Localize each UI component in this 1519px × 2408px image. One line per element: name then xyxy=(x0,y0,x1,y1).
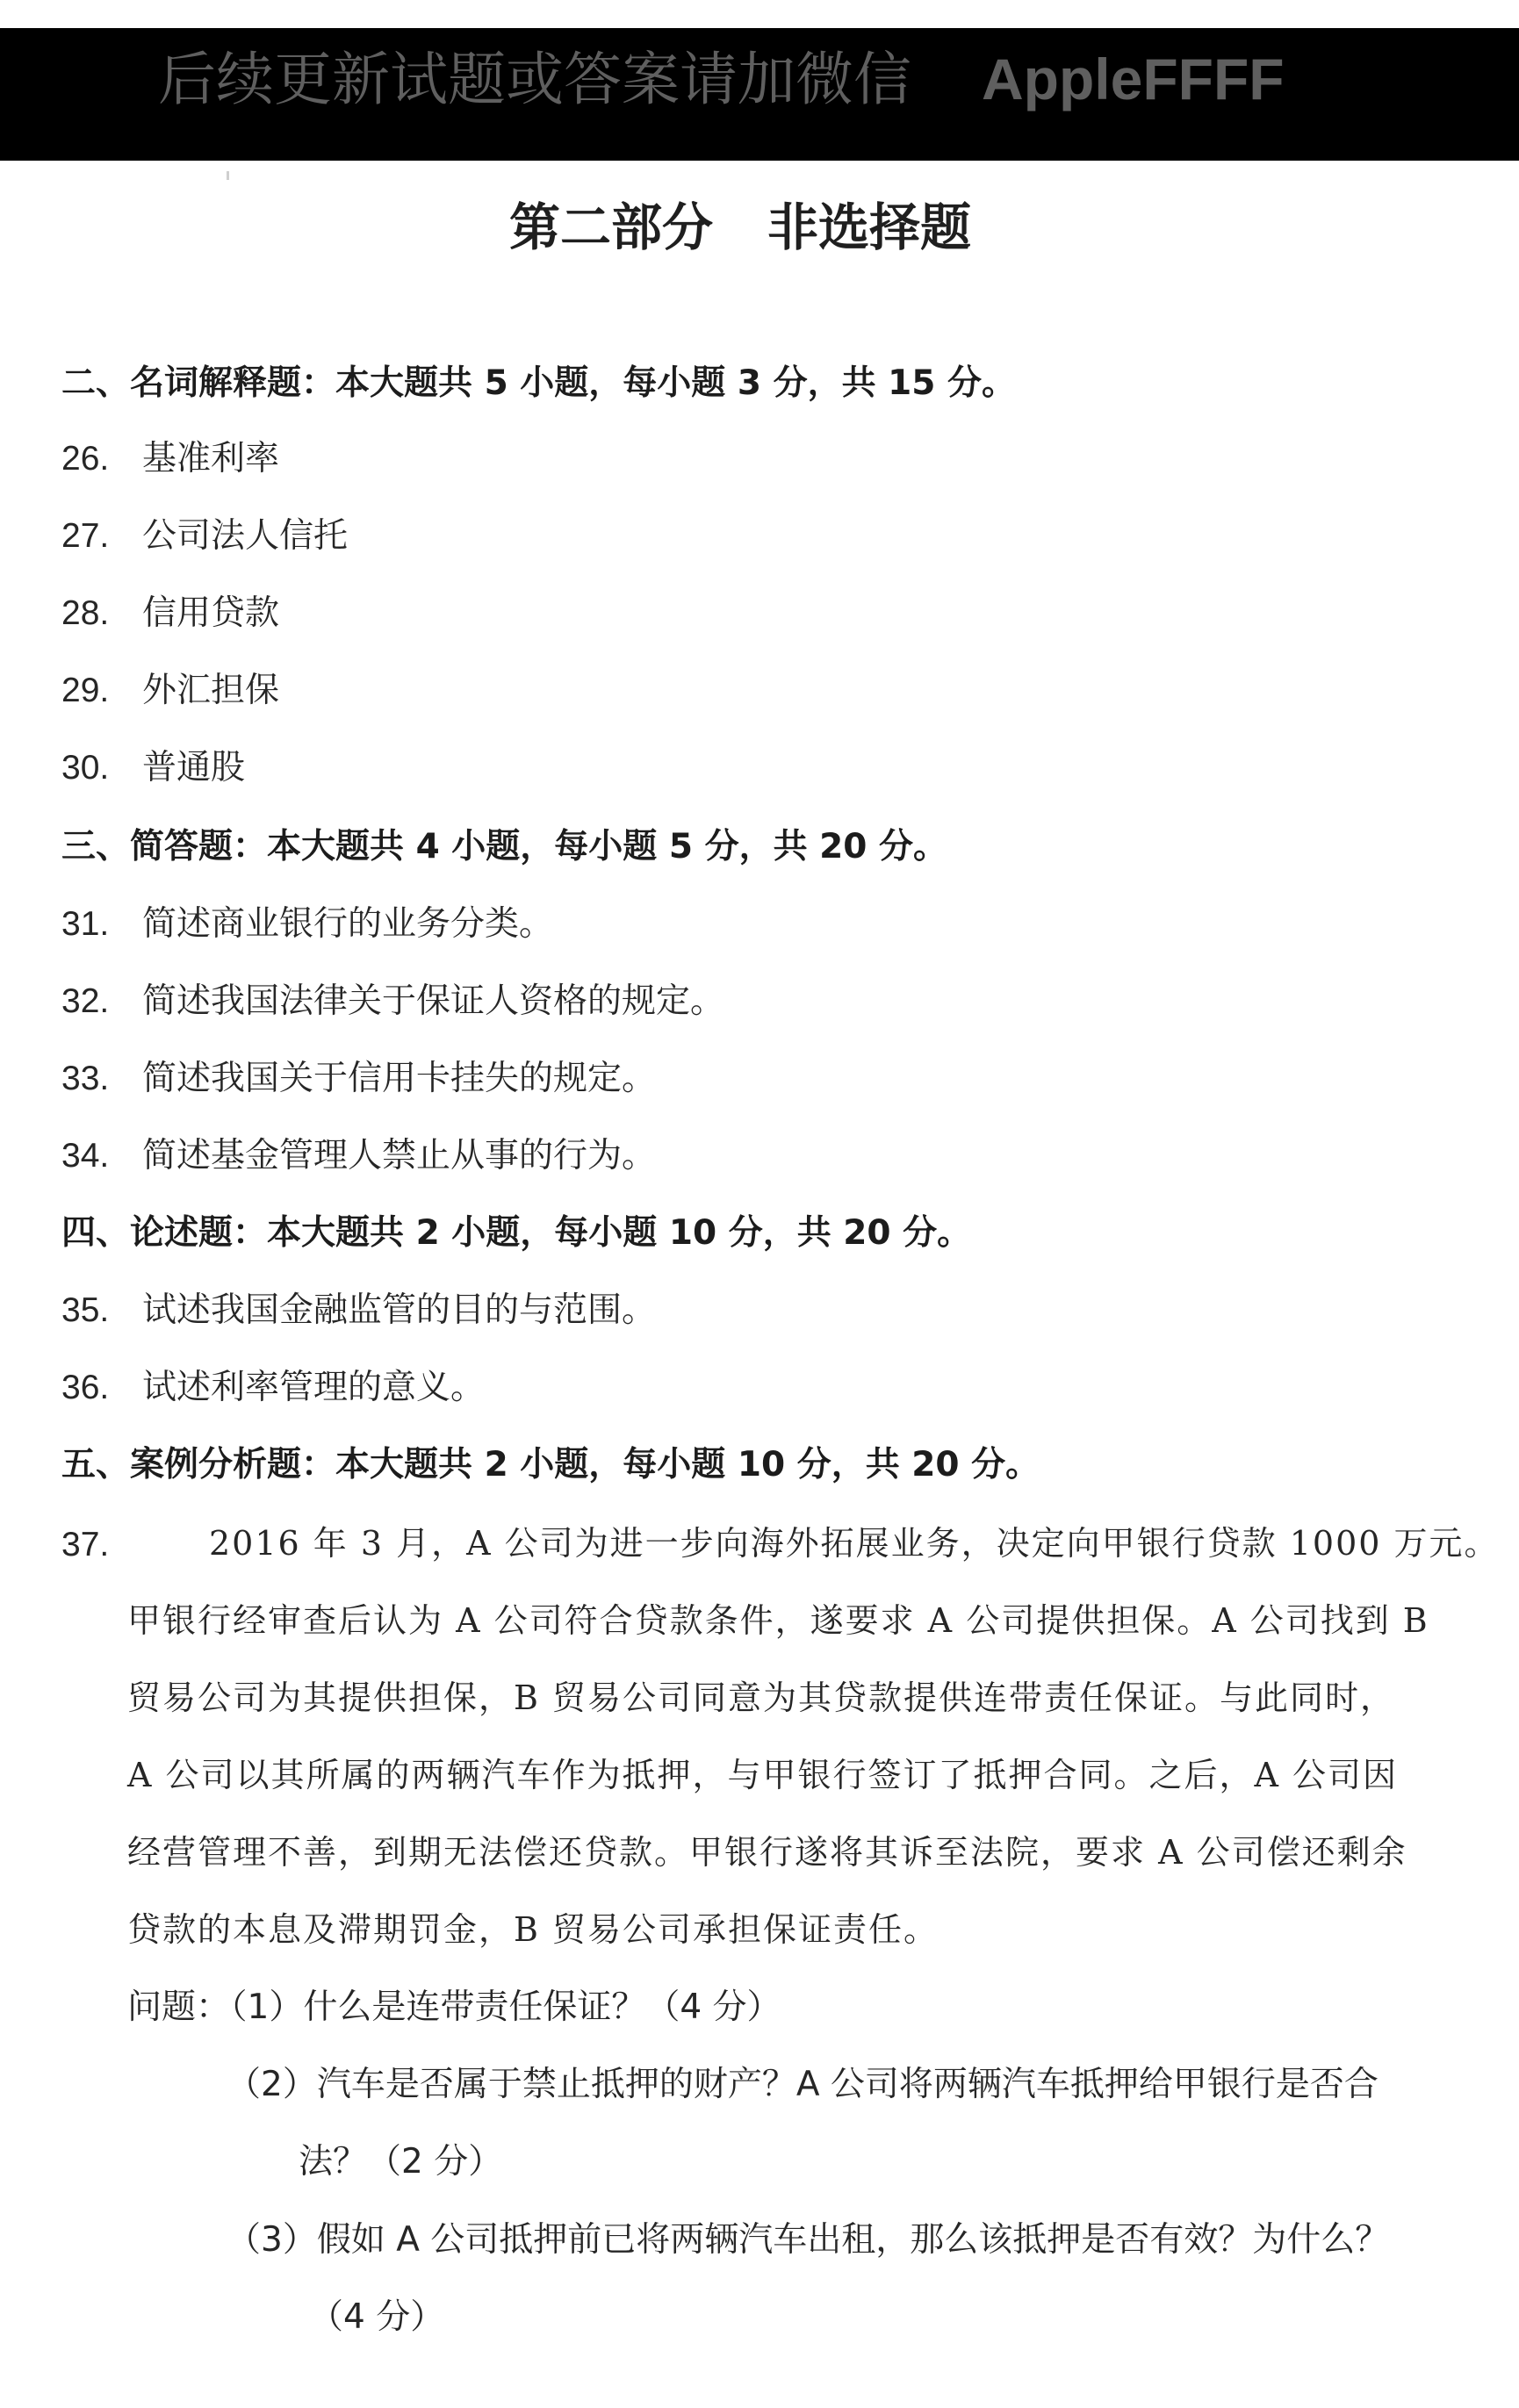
case-text-line-4: A 公司以其所属的两辆汽车作为抵押，与甲银行签订了抵押合同。之后，A 公司因 xyxy=(127,1756,1399,1794)
section-header-5: 五、案例分析题：本大题共 2 小题，每小题 10 分，共 20 分。 xyxy=(61,1445,1040,1484)
questions-label: 问题： xyxy=(127,1987,231,2027)
case-question-2-line-2: 法？（2 分） xyxy=(299,2142,503,2182)
question-text: 简述基金管理人禁止从事的行为。 xyxy=(142,1136,657,1175)
question-item-27 xyxy=(61,514,348,558)
scan-speck xyxy=(227,171,229,180)
case-text-line-1: 2016 年 3 月，A 公司为进一步向海外拓展业务，决定向甲银行贷款 1000 万元。 xyxy=(209,1524,1500,1563)
question-number: 26. xyxy=(61,440,110,478)
question-item-31 xyxy=(61,902,553,946)
question-number: 31. xyxy=(61,905,110,943)
question-number: 28. xyxy=(61,594,110,632)
case-text-line-3: 贸易公司为其提供担保，B 贸易公司同意为其贷款提供连带责任保证。与此同时， xyxy=(127,1678,1396,1717)
section-header-4: 四、论述题：本大题共 2 小题，每小题 10 分，共 20 分。 xyxy=(61,1213,972,1253)
question-item-29 xyxy=(61,669,279,713)
question-item-36 xyxy=(61,1366,485,1410)
watermark-banner xyxy=(0,28,1519,161)
question-number: 32. xyxy=(61,982,110,1020)
page-title-name: 非选择题 xyxy=(767,198,972,257)
question-1-text: （1）什么是连带责任保证？（4 分） xyxy=(230,1987,781,2027)
watermark-text xyxy=(158,44,1285,115)
question-number: 36. xyxy=(61,1369,110,1406)
question-text: 试述利率管理的意义。 xyxy=(142,1368,486,1407)
question-item-34 xyxy=(61,1134,656,1178)
question-number: 30. xyxy=(61,749,110,787)
watermark-wechat-id: AppleFFFF xyxy=(982,47,1285,111)
question-text: 简述我国关于信用卡挂失的规定。 xyxy=(142,1059,657,1098)
case-question-2-line-1: （2）汽车是否属于禁止抵押的财产？A 公司将两辆汽车抵押给甲银行是否合 xyxy=(227,2065,1379,2104)
question-text: 普通股 xyxy=(142,748,246,787)
question-text: 外汇担保 xyxy=(142,671,280,710)
question-item-26 xyxy=(61,437,279,481)
case-question-1 xyxy=(127,1986,781,2030)
question-text: 简述商业银行的业务分类。 xyxy=(142,904,554,944)
case-question-3-line-2: （4 分） xyxy=(309,2297,445,2337)
section-header-3: 三、简答题：本大题共 4 小题，每小题 5 分，共 20 分。 xyxy=(61,827,948,866)
question-item-33 xyxy=(61,1057,656,1101)
case-text-line-6: 贷款的本息及滞期罚金，B 贸易公司承担保证责任。 xyxy=(127,1910,939,1949)
question-item-35 xyxy=(61,1289,656,1333)
case-text-line-2: 甲银行经审查后认为 A 公司符合贷款条件，遂要求 A 公司提供担保。A 公司找到 B xyxy=(127,1601,1429,1640)
question-item-30 xyxy=(61,746,245,790)
question-text: 公司法人信托 xyxy=(142,516,349,556)
page-title-part: 第二部分 xyxy=(509,198,714,257)
question-text: 简述我国法律关于保证人资格的规定。 xyxy=(142,981,725,1021)
question-number: 35. xyxy=(61,1291,110,1329)
section-header-2: 二、名词解释题：本大题共 5 小题，每小题 3 分，共 15 分。 xyxy=(61,363,1017,403)
question-number: 34. xyxy=(61,1137,110,1175)
question-number: 29. xyxy=(61,672,110,709)
case-text-line-5: 经营管理不善，到期无法偿还贷款。甲银行遂将其诉至法院，要求 A 公司偿还剩余 xyxy=(127,1833,1407,1872)
question-item-32 xyxy=(61,980,724,1024)
question-number: 33. xyxy=(61,1060,110,1097)
page-title xyxy=(509,195,971,260)
watermark-text-cn: 后续更新试题或答案请加微信 xyxy=(158,46,911,113)
question-number: 27. xyxy=(61,517,110,555)
case-question-3-line-1: （3）假如 A 公司抵押前已将两辆汽车出租，那么该抵押是否有效？为什么？ xyxy=(227,2220,1390,2260)
question-text: 信用贷款 xyxy=(142,593,280,633)
question-number-37: 37. xyxy=(61,1526,110,1563)
question-text: 基准利率 xyxy=(142,439,280,478)
question-text: 试述我国金融监管的目的与范围。 xyxy=(142,1290,657,1330)
question-item-28 xyxy=(61,592,279,636)
